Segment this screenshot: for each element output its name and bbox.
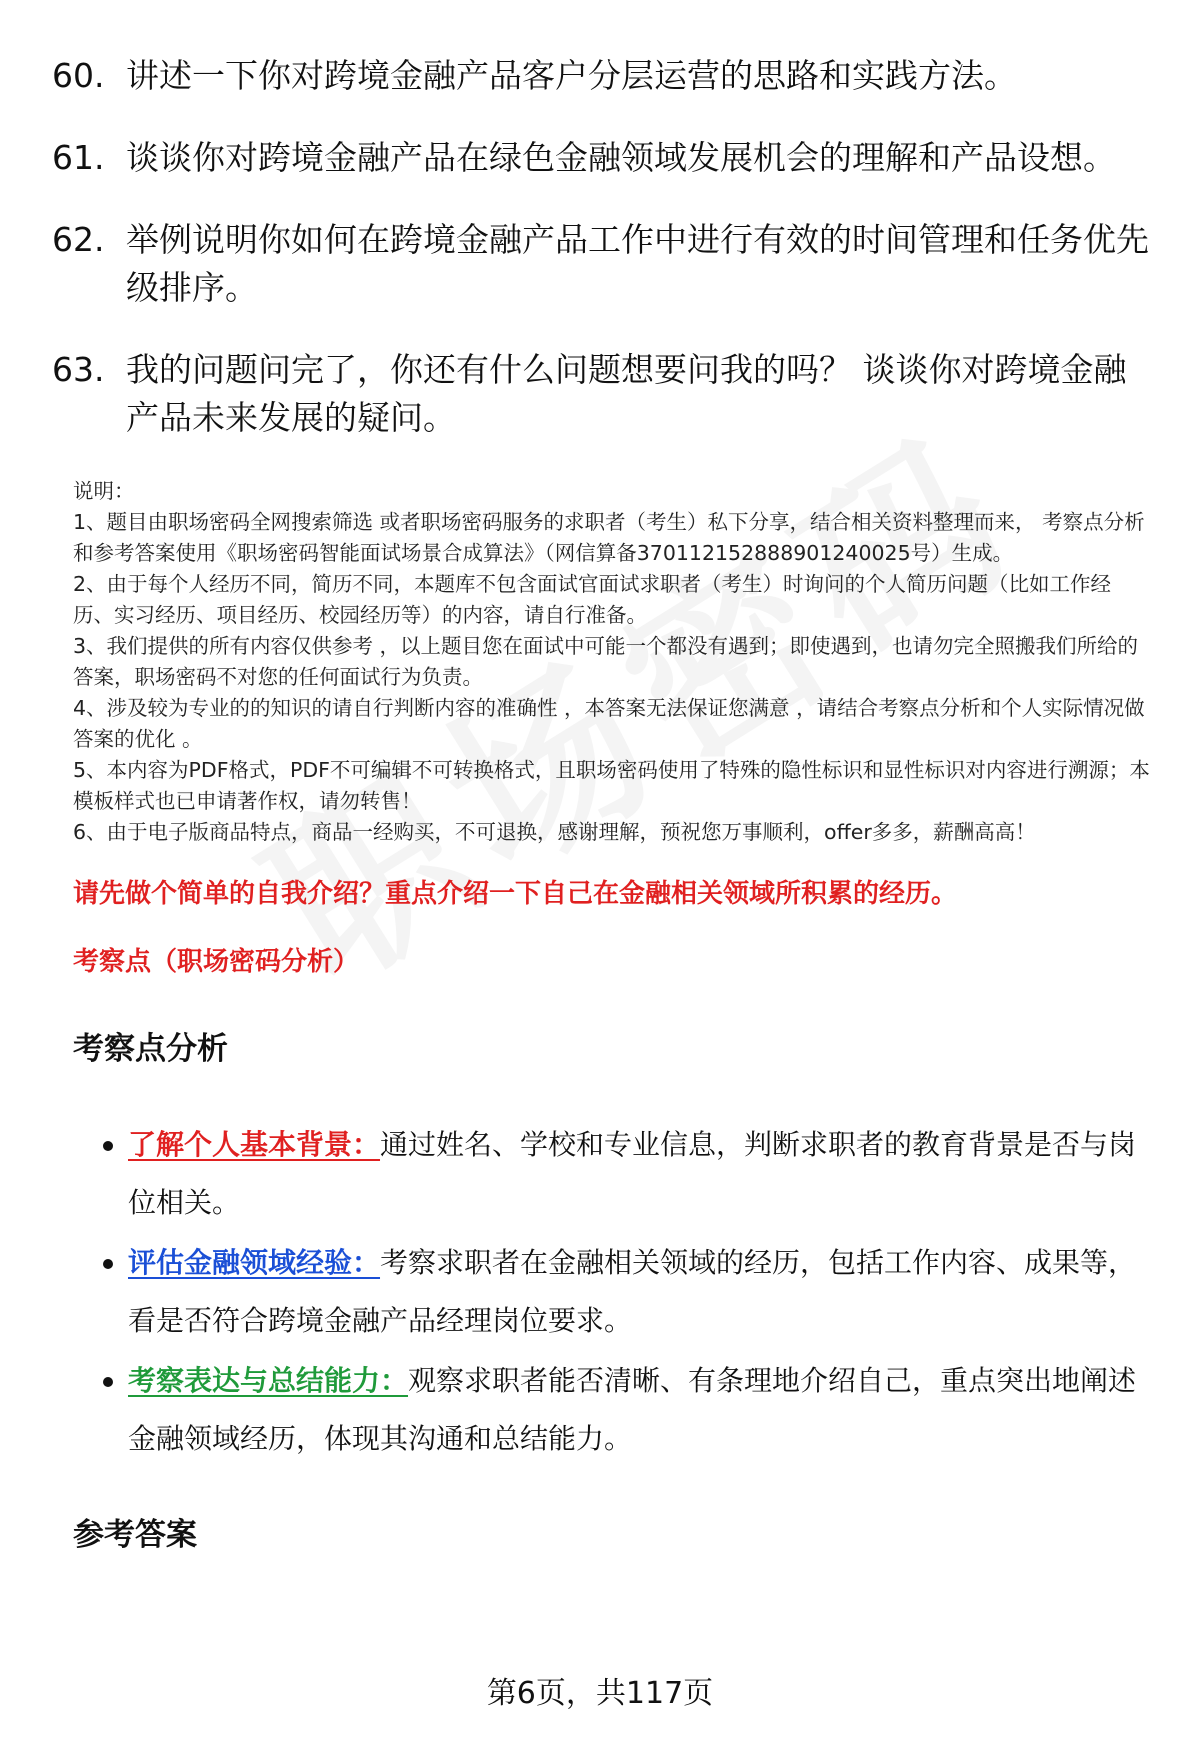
analysis-title: 考察点分析 [73,1031,228,1067]
analysis-point-lead: 评估金融领域经验： [128,1246,381,1279]
note-item: 2、由于每个人经历不同，简历不同，本题库不包含面试官面试求职者（考生）时询问的个人简历问题（比如工作经历、实习经历、项目经历、校园经历等）的内容，请自行准备。 [73,572,1112,627]
analysis-point-lead: 考察表达与总结能力： [128,1364,409,1397]
page-footer: 第6页，共117页 [486,1676,714,1711]
question-text: 谈谈你对跨境金融产品在绿色金融领域发展机会的理解和产品设想。 [126,138,1116,177]
analysis-point-lead: 了解个人基本背景： [128,1128,381,1161]
question-item [52,216,1150,312]
analysis-point [128,1234,1150,1350]
question-item [52,346,1150,442]
note-item: 4、涉及较为专业的的知识的请自行判断内容的准确性 ，本答案无法保证您满意 ，请结合考察点分析和个人实际情况做答案的优化 。 [73,696,1145,751]
question-item [52,52,1150,100]
analysis-point [128,1116,1150,1232]
question-list [52,52,1150,442]
analysis-point-text: 观察求职者能否清晰、有条理地介绍自己，重点突出地阐述金融领域经历，体现其沟通和总结能力。 [128,1364,1137,1455]
analysis-point-list [52,1116,1150,1468]
note-item: 1、题目由职场密码全网搜索筛选 或者职场密码服务的求职者（考生）私下分享，结合相关资料整理而来， 考察点分析和参考答案使用《职场密码智能面试场景合成算法》（网信算备370112152888901240025号）生成。 [73,510,1145,565]
answer-title: 参考答案 [73,1517,197,1553]
question-number: 60. [52,56,105,95]
notes-title: 说明： [73,479,135,503]
analysis-point [128,1352,1150,1468]
question-text: 我的问题问完了，你还有什么问题想要问我的吗？ 谈谈你对跨境金融产品未来发展的疑问。 [126,350,1127,437]
bullet-icon [103,1377,113,1387]
note-item: 5、本内容为PDF格式，PDF不可编辑不可转换格式，且职场密码使用了特殊的隐性标识和显性标识对内容进行溯源；本模板样式也已申请著作权，请勿转售！ [73,758,1150,813]
question-text: 举例说明你如何在跨境金融产品工作中进行有效的时间管理和任务优先级排序。 [126,220,1149,307]
analysis-label: 考察点（职场密码分析） [73,947,360,977]
note-item: 6、由于电子版商品特点，商品一经购买，不可退换，感谢理解，预祝您万事顺利，offer多多，薪酬高高！ [73,820,1036,844]
question-item [52,134,1150,182]
question-number: 63. [52,350,105,389]
bullet-icon [103,1259,113,1269]
notes-block [52,476,1150,848]
analysis-point-text: 通过姓名、学校和专业信息，判断求职者的教育背景是否与岗位相关。 [128,1128,1137,1219]
question-number: 62. [52,220,105,259]
analysis-point-text: 考察求职者在金融相关领域的经历，包括工作内容、成果等，看是否符合跨境金融产品经理岗位要求。 [128,1246,1137,1337]
bullet-icon [103,1141,113,1151]
question-heading: 请先做个简单的自我介绍？重点介绍一下自己在金融相关领域所积累的经历。 [73,879,958,909]
question-number: 61. [52,138,105,177]
note-item: 3、我们提供的所有内容仅供参考 ，以上题目您在面试中可能一个都没有遇到；即使遇到，也请勿完全照搬我们所给的答案，职场密码不对您的任何面试行为负责。 [73,634,1139,689]
question-text: 讲述一下你对跨境金融产品客户分层运营的思路和实践方法。 [126,56,1017,95]
